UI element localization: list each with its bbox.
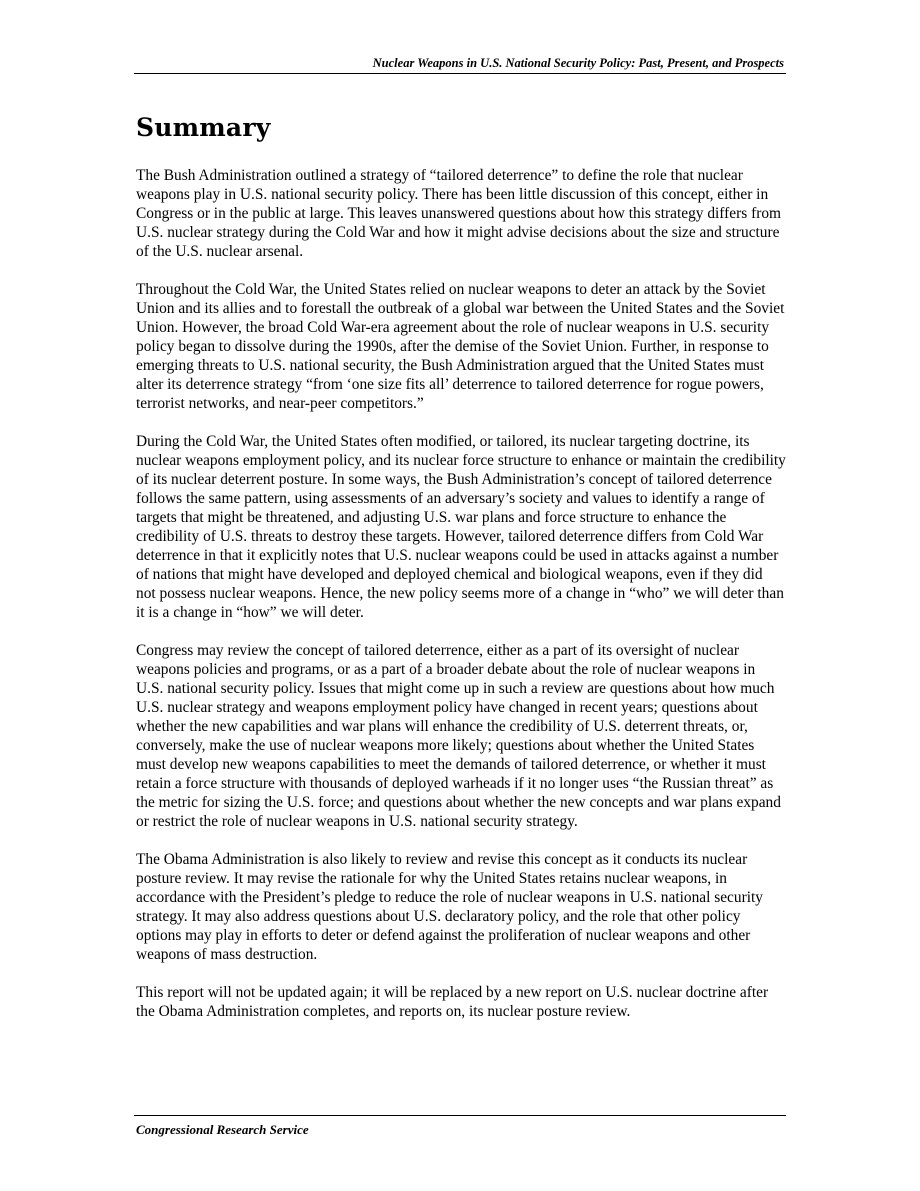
summary-paragraph-3: During the Cold War, the United States often modified, or tailored, its nuclear targeting doctrine, its nuclear weapons employment policy, and its nuclear force structure to enhance or maintain the credibility of its nuclear deterrent posture. In some ways, the Bush Administration’s concept of tailored deterrence follows the same pattern, using assessments of an adversary’s society and values to identify a range of targets that might be threatened, and adjusting U.S. war plans and force structure to enhance the credibility of U.S. threats to destroy these targets. However, tailored deterrence differs from Cold War deterrence in that it explicitly notes that U.S. nuclear weapons could be used in attacks against a number of nations that might have developed and deployed chemical and biological weapons, even if they did not possess nuclear weapons. Hence, the new policy seems more of a change in “who” we will deter than it is a change in “how” we will deter.: [136, 433, 786, 621]
summary-paragraph-2: Throughout the Cold War, the United States relied on nuclear weapons to deter an attack by the Soviet Union and its allies and to forestall the outbreak of a global war between the United States and the Soviet Union. However, the broad Cold War-era agreement about the role of nuclear weapons in U.S. security policy began to dissolve during the 1990s, after the demise of the Soviet Union. Further, in response to emerging threats to U.S. national security, the Bush Administration argued that the United States must alter its deterrence strategy “from ‘one size fits all’ deterrence to tailored deterrence for rogue powers, terrorist networks, and near-peer competitors.”: [136, 281, 785, 412]
main-content: [136, 110, 786, 1040]
page-header: [134, 56, 786, 74]
summary-paragraph-4: Congress may review the concept of tailored deterrence, either as a part of its oversight of nuclear weapons policies and programs, or as a part of a broader debate about the role of nuclear weapons in U.S. national security policy. Issues that might come up in such a review are questions about how much U.S. nuclear strategy and weapons employment policy have changed in recent years; questions about whether the new capabilities and war plans will enhance the credibility of U.S. deterrent threats, or, conversely, make the use of nuclear weapons more likely; questions about whether the United States must develop new weapons capabilities to meet the demands of tailored deterrence, or whether it must retain a force structure with thousands of deployed warheads if it no longer uses “the Russian threat” as the metric for sizing the U.S. force; and questions about whether the new concepts and war plans expand or restrict the role of nuclear weapons in U.S. national security strategy.: [136, 642, 781, 830]
running-header-title: Nuclear Weapons in U.S. National Security Policy: Past, Present, and Prospects: [372, 56, 784, 70]
summary-paragraph-1: The Bush Administration outlined a strategy of “tailored deterrence” to define the role that nuclear weapons play in U.S. national security policy. There has been little discussion of this concept, either in Congress or in the public at large. This leaves unanswered questions about how this strategy differs from U.S. nuclear strategy during the Cold War and how it might advise decisions about the size and structure of the U.S. nuclear arsenal.: [136, 167, 781, 260]
footer-publisher: Congressional Research Service: [136, 1122, 309, 1137]
page-title: Summary: [136, 113, 271, 142]
page-footer: [134, 1115, 786, 1137]
summary-paragraph-6: This report will not be updated again; it will be replaced by a new report on U.S. nuclear doctrine after the Obama Administration completes, and reports on, its nuclear posture review.: [136, 984, 769, 1020]
summary-paragraph-5: The Obama Administration is also likely to review and revise this concept as it conducts its nuclear posture review. It may revise the rationale for why the United States retains nuclear weapons, in accordance with the President’s pledge to reduce the role of nuclear weapons in U.S. national security strategy. It may also address questions about U.S. declaratory policy, and the role that other policy options may play in efforts to deter or defend against the proliferation of nuclear weapons and other weapons of mass destruction.: [136, 851, 763, 963]
